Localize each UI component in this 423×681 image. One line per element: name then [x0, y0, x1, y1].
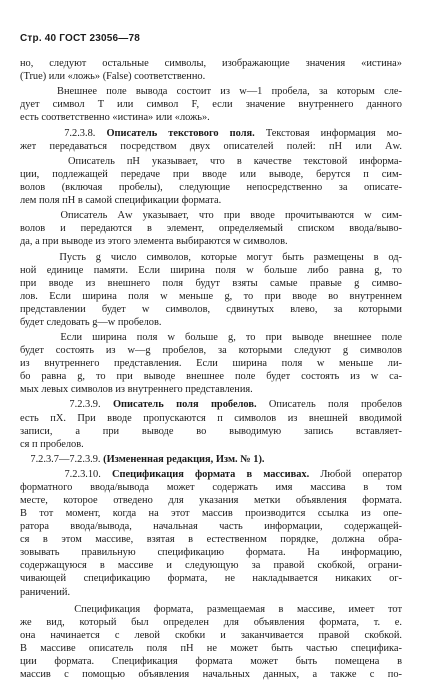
text-run: зовывать правильную спецификацию формата. На информацию,: [20, 547, 402, 559]
text-run: месте, которое отведено для указания метки объявления формата.: [20, 495, 402, 507]
text-line: [20, 181, 402, 194]
text-run: ратора ввода/вывода, начальная часть информации, содержащей-: [20, 521, 402, 533]
bold-heading: Спецификация формата в массивах.: [111, 469, 310, 481]
text-line: [20, 357, 402, 370]
text-run: есть соответственно «истина» или «ложь».: [20, 112, 210, 124]
text-run: Спецификация формата, размещаемая в массиве, имеет тот: [20, 603, 402, 615]
text-line: [20, 586, 402, 599]
text-line: [20, 277, 402, 290]
text-line: [20, 290, 402, 303]
text-line: [20, 155, 402, 168]
text-line: [20, 546, 402, 559]
text-run: есть пХ. При вводе пропускаются п символов из внешней вводимой: [20, 412, 402, 424]
text-run: 7.2.3.7—7.2.3.9.: [20, 453, 104, 465]
text-run: 7.2.3.8.: [20, 127, 107, 139]
text-run: (True) или «ложь» (False) соответственно.: [20, 71, 206, 83]
text-line: [20, 383, 402, 396]
text-run: волов и передаются в элемент, определяемый списком ввода/выво-: [20, 223, 402, 235]
text-run: записи, а при выводе во выводимую запись вставляет-: [20, 425, 402, 437]
text-line: [20, 572, 402, 585]
text-line: [20, 140, 402, 153]
text-run: Описатель пН указывает, что в качестве текстовой информа-: [20, 155, 402, 167]
text-run: чивающей спецификацию формата, не накладывается никаких ог-: [20, 573, 402, 585]
text-line: [20, 507, 402, 520]
text-run: ной единице памяти. Если ширина поля w больше либо равна g, то: [20, 264, 402, 276]
text-run: 7.2.3.9.: [20, 399, 113, 411]
bold-heading: (Измененная редакция, Изм. № 1).: [103, 453, 265, 465]
text-run: будет состоять из w—g пробелов, за которыми следуют g символов: [20, 345, 402, 357]
text-run: волов (включая пробелы), следующие непосредственно за описате-: [20, 181, 402, 193]
text-run: Если ширина поля w больше g, то при выводе внешнее поле: [20, 332, 402, 344]
text-line: [20, 98, 402, 111]
text-line: [20, 344, 402, 357]
text-run: ся п пробелов.: [20, 438, 84, 450]
text-run: Любой оператор: [309, 469, 402, 481]
text-line: [20, 303, 402, 316]
text-run: лов. Если ширина поля w меньше g, то при вводе во внутреннем: [20, 290, 402, 302]
text-line: [20, 629, 402, 642]
text-run: бо равна g, то при выводе внешнее поле будет состоять из w са-: [20, 371, 402, 383]
text-run: представлении будет w символов, сдвинутых влево, за которыми: [20, 303, 402, 315]
text-run: 7.2.3.10.: [20, 469, 112, 481]
text-run: Текстовая информация мо-: [254, 127, 402, 139]
text-line: [20, 425, 402, 438]
text-line: [20, 616, 402, 629]
bold-heading: Описатель поля пробелов.: [112, 399, 257, 411]
text-run: содержащуюся в массиве и следующую за правой скобкой, ограни-: [20, 560, 402, 572]
text-run: жет передаваться посредством двух описателей полей: пН или Аw.: [20, 140, 402, 152]
text-line: [20, 412, 402, 425]
text-run: из внутреннего представления. Если ширина поля w меньше ли-: [20, 358, 402, 370]
text-line: [20, 194, 402, 207]
text-line: [20, 111, 402, 124]
text-run: при вводе из внешнего поля будут взяты самые правые g симво-: [20, 277, 402, 289]
text-line: [20, 468, 402, 481]
text-line: [20, 209, 402, 222]
text-run: В тот момент, когда на этот массив производится ссылка из опе-: [20, 508, 402, 520]
text-line: [20, 453, 402, 466]
text-line: [20, 127, 402, 140]
text-line: [20, 533, 402, 546]
text-run: Пусть g число символов, которые могут быть размещены в од-: [20, 251, 402, 263]
text-run: мых левых символов из внутреннего представления.: [20, 384, 253, 396]
text-line: [20, 398, 402, 411]
text-run: ции, подлежащей передаче при вводе или выводе, берутся п сим-: [20, 168, 402, 180]
text-run: да, а при выводе из этого элемента выбираются w символов.: [20, 236, 288, 248]
page-header: Стр. 40 ГОСТ 23056—78: [20, 33, 140, 44]
text-line: [20, 655, 402, 668]
text-run: но, следуют остальные символы, изображающие значения «истина»: [20, 58, 402, 69]
text-line: [20, 559, 402, 572]
text-line: [20, 235, 402, 248]
text-line: [20, 264, 402, 277]
text-line: [20, 70, 402, 83]
text-run: ции формата. Спецификация формата может быть помещена в: [20, 656, 402, 668]
text-line: [20, 520, 402, 533]
text-line: [20, 331, 402, 344]
text-line: [20, 494, 402, 507]
text-run: дует символ T или символ F, если значение внутреннего данного: [20, 99, 402, 111]
text-line: [20, 251, 402, 264]
text-run: Внешнее поле вывода состоит из w—1 пробела, за которым сле-: [20, 86, 402, 98]
text-run: Описатель Аw указывает, что при вводе прочитываются w сим-: [20, 210, 402, 222]
text-run: же вид, который был определен для объявления формата, т. е.: [20, 617, 402, 628]
text-line: [20, 642, 402, 655]
text-line: [20, 222, 402, 235]
text-line: [20, 481, 402, 494]
text-run: она начинается с левой скобки и заканчивается правой скобкой.: [20, 630, 402, 642]
text-run: лем поля пН в самой спецификации формата.: [20, 195, 222, 207]
text-line: [20, 603, 402, 616]
text-line: [20, 370, 402, 383]
text-line: [20, 85, 402, 98]
text-run: ся в этом массиве, взятая в естественном порядке, должна обра-: [20, 534, 402, 546]
text-line: [20, 668, 402, 681]
text-run: В массиве описатель поля пН не может быть частью специфика-: [20, 643, 402, 655]
text-run: Описатель поля пробелов: [256, 399, 402, 411]
bold-heading: Описатель текстового поля.: [106, 127, 255, 139]
text-run: раничений.: [20, 586, 71, 598]
text-line: [20, 168, 402, 181]
text-line: [20, 316, 402, 329]
text-run: массив с помощью объявления начальных данных, а также с по-: [20, 669, 402, 681]
text-line: [20, 438, 402, 451]
text-run: форматного ввода/вывода может содержать имя массива в том: [20, 482, 402, 494]
text-line: [20, 57, 402, 70]
text-run: будет следовать g—w пробелов.: [20, 316, 162, 328]
document-body: [20, 57, 402, 681]
